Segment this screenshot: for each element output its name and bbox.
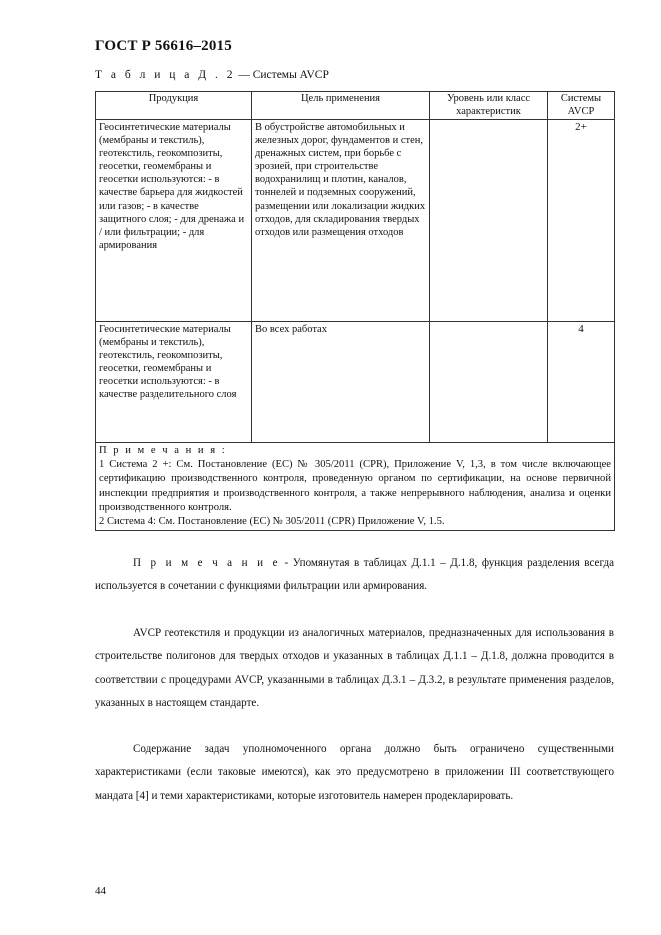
table-caption-label: Т а б л и ц а Д . 2	[95, 69, 236, 81]
header-purpose: Цель применения	[252, 92, 430, 120]
paragraph: Содержание задач уполномоченного органа должно быть ограничено существенными характеристиками (если таковые имеются), как это предусмотрено в приложении III соответствующего мандата [4] и теми характеристиками, которые изготовитель намерен продекларировать.	[95, 743, 614, 802]
notes-title: П р и м е ч а н и я :	[99, 445, 227, 456]
product-cell: Геосинтетические материалы (мембраны и текстиль), геотекстиль, геокомпозиты, геосетки, геомембраны и геосетки используются: - в качестве разделительного слоя	[96, 322, 252, 443]
note-item: 2 Система 4: См. Постановление (ЕС) № 305/2011 (CPR) Приложение V, 1.5.	[99, 516, 445, 528]
table-caption-text: — Системы AVCP	[235, 69, 329, 81]
body-note	[95, 552, 614, 599]
avcp-systems-table	[95, 91, 615, 531]
document-title: ГОСТ Р 56616–2015	[95, 38, 232, 54]
purpose-cell: В обустройстве автомобильных и железных дорог, фундаментов и стен, дренажных систем, при борьбе с эрозией, при строительстве водохранилищ и плотин, каналов, тоннелей и подземных сооружений, размещении или локализации жидких отходов, для складирования твердых отходов или размещения отходов	[252, 120, 430, 322]
table-header-row	[96, 92, 615, 120]
product-cell: Геосинтетические материалы (мембраны и текстиль), геотекстиль, геокомпозиты, геосетки, геомембраны и геосетки используются: - в качестве барьера для жидкостей или газов; - в качестве защитного слоя; - для дренажа и / или фильтрации; - для армирования	[96, 120, 252, 322]
level-cell	[430, 120, 548, 322]
table-notes	[96, 443, 615, 531]
page-number: 44	[95, 885, 106, 897]
purpose-cell: Во всех работах	[252, 322, 430, 443]
system-cell: 2+	[548, 120, 615, 322]
header-level: Уровень или класс характеристик	[430, 92, 548, 120]
header-system: Системы AVCP	[548, 92, 615, 120]
paragraph: AVCP геотекстиля и продукции из аналогичных материалов, предназначенных для использования в строительстве полигонов для твердых отходов и указанных в таблицах Д.1.1 – Д.1.8, должна проводится в соответствии с процедурами AVCP, указанными в таблицах Д.3.1 – Д.3.2, в результате применения разделов, указанных в настоящем стандарте.	[95, 627, 614, 709]
system-cell: 4	[548, 322, 615, 443]
table-row	[96, 120, 615, 322]
note-item: 1 Система 2 +: См. Постановление (ЕС) № 305/2011 (CPR), Приложение V, 1,3, в том числе включающее сертификацию производственного контроля, проведенную органом по сертификации, на основе первичной инспекции предприятия и производственного контроля, а также непрерывного наблюдения, анализа и оценки производственного контроля.	[99, 459, 611, 513]
level-cell	[430, 322, 548, 443]
header-product: Продукция	[96, 92, 252, 120]
table-caption	[95, 69, 329, 81]
table-row	[96, 322, 615, 443]
body-note-label: П р и м е ч а н и е	[133, 557, 280, 569]
table-notes-row	[96, 443, 615, 531]
body-note-text: - Упомянутая в таблицах Д.1.1 – Д.1.8, функция разделения всегда используется в сочетании с функциями фильтрации или армирования.	[95, 557, 615, 593]
